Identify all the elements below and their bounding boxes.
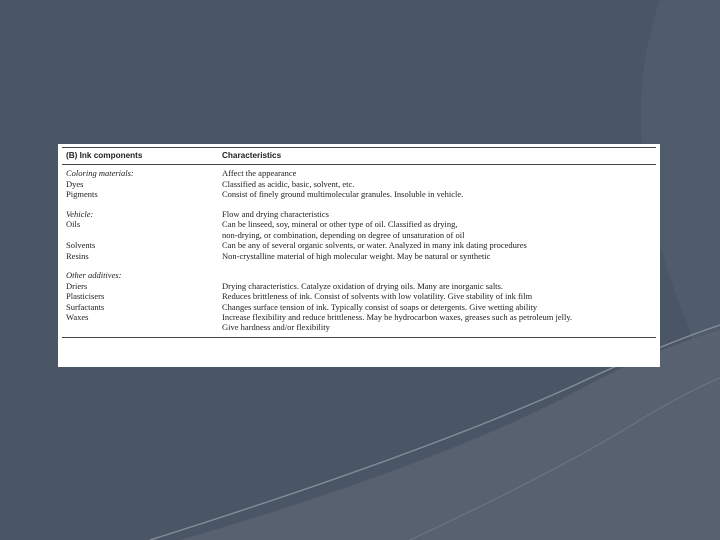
header-characteristics: Characteristics [222,151,282,160]
characteristic-line: Increase flexibility and reduce brittleness. May be hydrocarbon waxes, greases such as petroleum jelly. [222,312,573,323]
component-name: Driers [66,280,88,291]
component-characteristic [222,219,656,240]
component-characteristic [222,251,656,261]
group-spacer [62,261,656,270]
component-characteristic [222,312,656,333]
table-row [62,312,656,333]
characteristic-line: Consist of finely ground multimolecular granules. Insoluble in vehicle. [222,189,464,200]
characteristic-line: Can be linseed, soy, mineral or other type of oil. Classified as drying, [222,219,458,230]
table-row [62,219,656,240]
component-name: Waxes [66,312,89,323]
group-spacer [62,200,656,209]
category-description [222,270,656,280]
component-name: Surfactants [66,301,105,312]
characteristic-line: Drying characteristics. Catalyze oxidation of drying oils. Many are inorganic salts. [222,280,503,291]
ink-components-table [62,147,656,338]
component-name: Resins [66,250,89,261]
characteristic-line: non-drying, or combination, depending on degree of unsaturation of oil [222,229,465,240]
table-body [62,168,656,332]
characteristic-line: Changes surface tension of ink. Typically consist of soaps or detergents. Give wetting ability [222,301,538,312]
table-header [62,147,656,165]
table-row [62,189,656,199]
category-row [62,270,656,280]
component-name: Plasticisers [66,291,105,302]
category-label: Coloring materials: [66,168,134,179]
component-name: Solvents [66,240,96,251]
category-row [62,209,656,219]
category-label: Other additives: [66,270,122,281]
characteristic-line: Classified as acidic, basic, solvent, etc. [222,178,355,189]
component-characteristic [222,179,656,189]
table-row [62,302,656,312]
component-characteristic [222,240,656,250]
component-name: Oils [66,219,81,230]
table-row [62,251,656,261]
ink-components-table-image [58,144,660,367]
component-characteristic [222,189,656,199]
table-bottom-rule [62,337,656,338]
component-characteristic [222,302,656,312]
category-description: Flow and drying characteristics [222,209,329,220]
header-ink-components: (B) Ink components [66,151,143,160]
component-characteristic [222,291,656,301]
component-name: Pigments [66,189,98,200]
category-label: Vehicle: [66,209,94,220]
table-row [62,281,656,291]
characteristic-line: Reduces brittleness of ink. Consist of solvents with low volatility. Give stability of ink film [222,291,533,302]
table-row [62,179,656,189]
category-row [62,168,656,178]
table-row [62,291,656,301]
category-description: Affect the appearance [222,168,297,179]
component-characteristic [222,281,656,291]
table-row [62,240,656,250]
characteristic-line: Give hardness and/or flexibility [222,322,330,333]
characteristic-line: Can be any of several organic solvents, or water. Analyzed in many ink dating procedures [222,240,527,251]
characteristic-line: Non-crystalline material of high molecular weight. May be natural or synthetic [222,250,491,261]
component-name: Dyes [66,178,84,189]
